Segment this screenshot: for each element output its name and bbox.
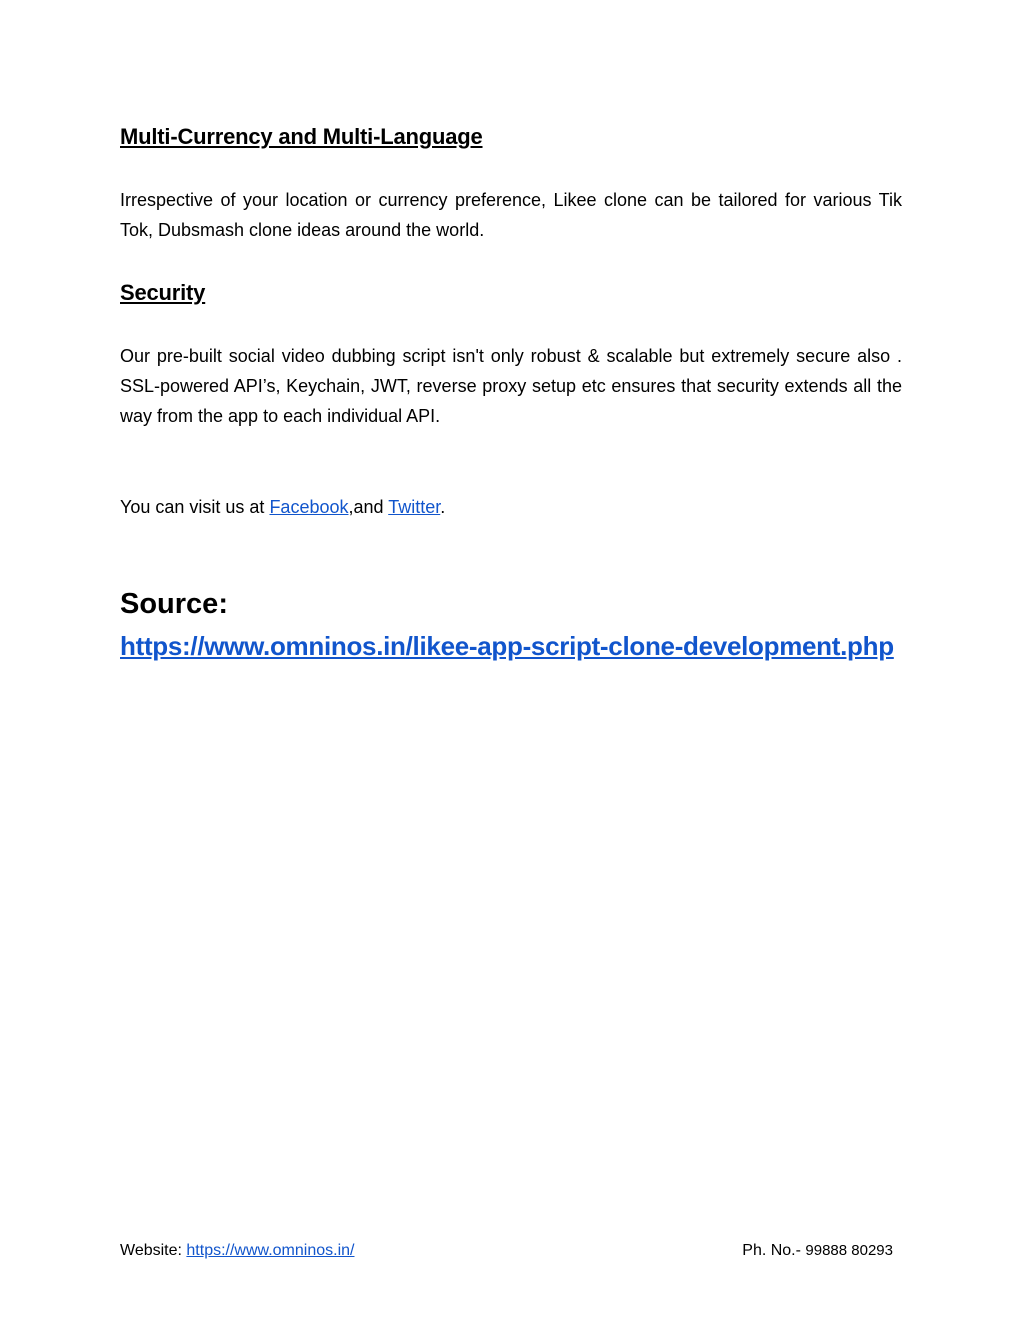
section-heading-security: Security: [120, 280, 206, 305]
section-body-security: Our pre-built social video dubbing script isn't only robust & scalable but extremely secure also . SSL-powered API’s, Keychain, JWT, reverse proxy setup etc ensures that security extends all the way from the app to each individual API.: [120, 346, 902, 426]
source-url-wrapper: [120, 625, 902, 667]
footer-phone-label: Ph. No.-: [742, 1242, 806, 1259]
source-url-link[interactable]: https://www.omninos.in/likee-app-script-clone-development.php: [120, 631, 894, 661]
footer-phone: [742, 1240, 893, 1262]
source-label: Source:: [120, 588, 228, 620]
twitter-link[interactable]: Twitter: [388, 497, 441, 517]
visit-us-line: [120, 492, 445, 522]
footer-phone-number: 99888 80293: [805, 1242, 893, 1259]
footer-website-label: Website:: [120, 1242, 187, 1259]
section-body-multi-currency: Irrespective of your location or currency preference, Likee clone can be tailored for various Tik Tok, Dubsmash clone ideas around the world.: [120, 190, 902, 240]
footer-website: [120, 1240, 354, 1262]
footer-website-link[interactable]: https://www.omninos.in/: [186, 1242, 355, 1259]
facebook-link[interactable]: Facebook: [269, 497, 349, 517]
visit-prefix: You can visit us at: [120, 497, 270, 517]
section-heading-multi-currency: Multi-Currency and Multi-Language: [120, 124, 483, 149]
visit-suffix: .: [440, 497, 446, 517]
visit-separator: ,and: [348, 497, 389, 517]
